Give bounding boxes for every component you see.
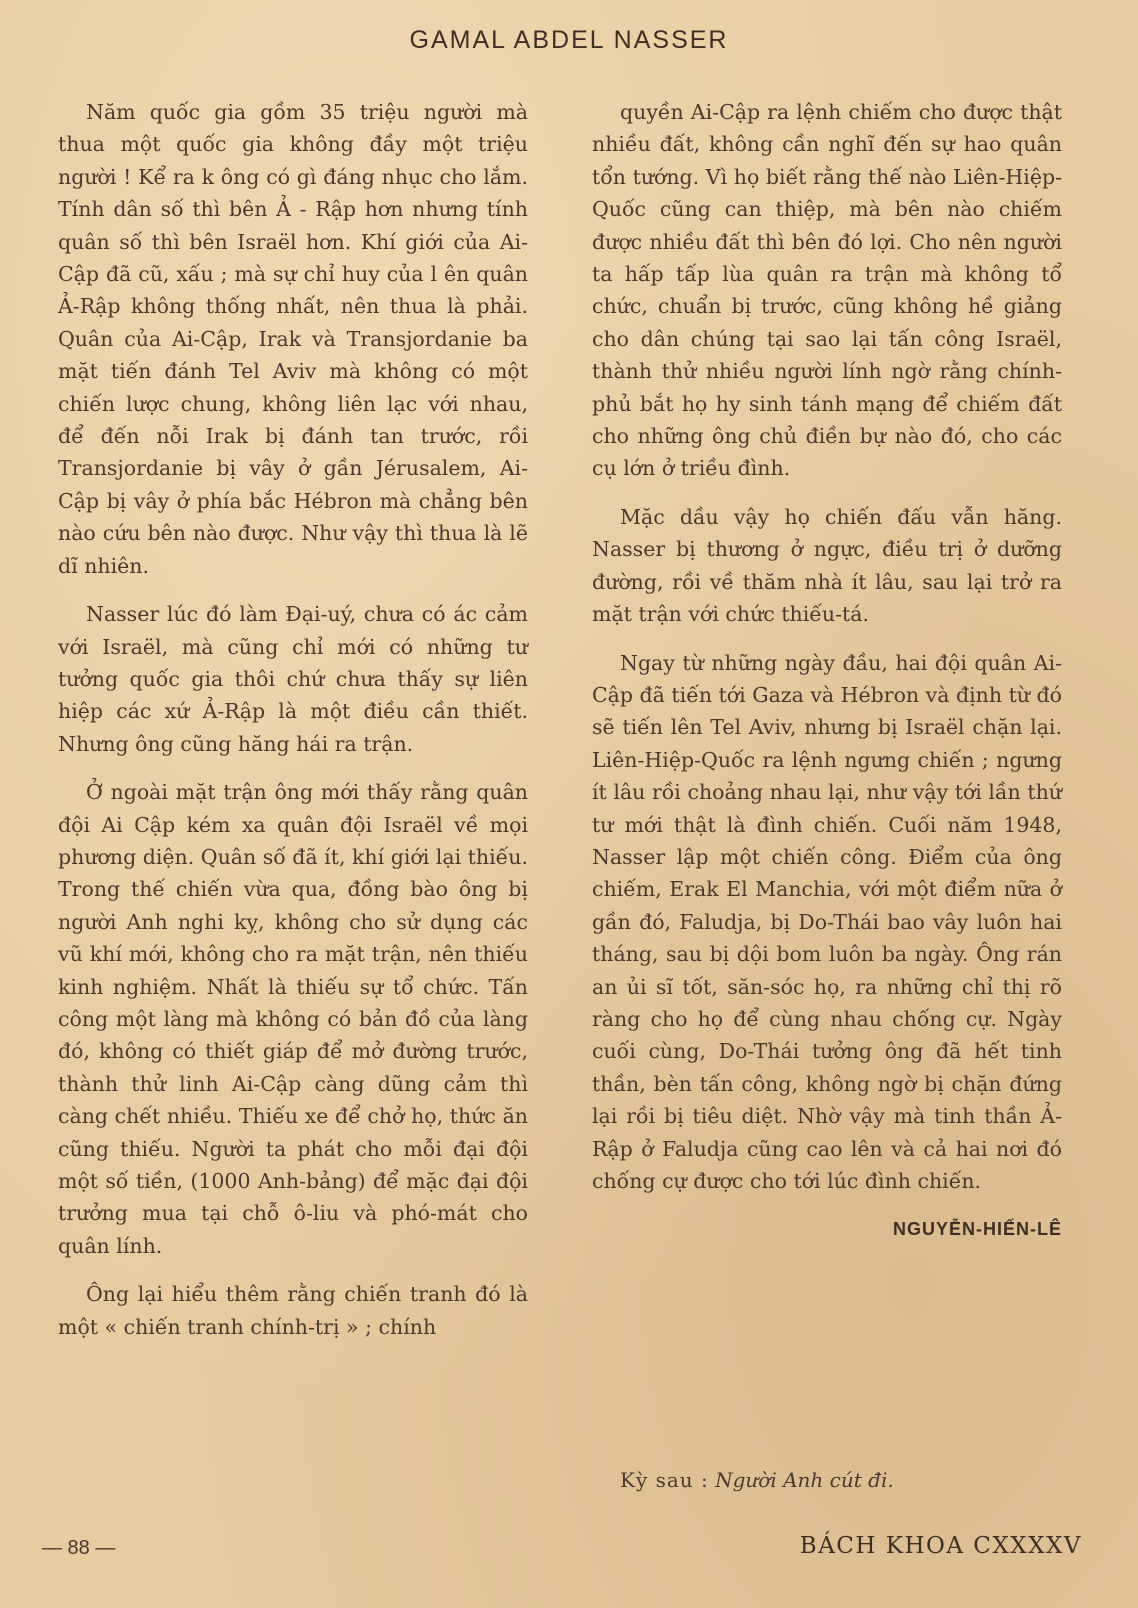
paragraph: Ngay từ những ngày đầu, hai đội quân Ai-Cập đã tiến tới Gaza và Hébron và định từ đó sẽ tiến lên Tel Aviv, nhưng bị Israël chặn lại. Liên-Hiệp-Quốc ra lệnh ngưng chiến ; ngưng ít lâu rồi choảng nhau lại, như vậy tới lần thứ tư mới thật là đình chiến. Cuối năm 1948, Nasser lập một chiến công. Điểm của ông chiếm, Erak El Manchia, với một điểm nữa ở gần đó, Faludja, bị Do-Thái bao vây luôn hai tháng, sau bị dội bom luôn ba ngày. Ông rán an ủi sĩ tốt, săn-sóc họ, ra những chỉ thị rõ ràng cho họ để cùng nhau chống cự. Ngày cuối cùng, Do-Thái tưởng ông đã hết tinh thần, bèn tấn công, không ngờ bị chặn đứng lại rồi bị tiêu diệt. Nhờ vậy mà tinh thần Ả-Rập ở Faludja cũng cao lên và cả hai nơi đó chống cự được cho tới lúc đình chiến. xyxy=(592,650,1062,1193)
next-issue-title: Người Anh cút đi. xyxy=(715,1468,894,1492)
paragraph: Mặc dầu vậy họ chiến đấu vẫn hăng. Nasser bị thương ở ngực, điều trị ở dưỡng đường, rồi về thăm nhà ít lâu, sau lại trở ra mặt trận với chức thiếu-tá. xyxy=(592,504,1062,627)
left-column xyxy=(58,96,528,1359)
right-column xyxy=(592,96,1062,1246)
next-issue-note xyxy=(620,1468,894,1492)
paragraph: Ở ngoài mặt trận ông mới thấy rằng quân đội Ai Cập kém xa quân đội Israël về mọi phương diện. Quân số đã ít, khí giới lại thiếu. Trong thế chiến vừa qua, đồng bào ông bị người Anh nghi kỵ, không cho sử dụng các vũ khí mới, không cho ra mặt trận, nên thiếu kinh nghiệm. Nhất là thiếu sự tổ chức. Tấn công một làng mà không có bản đồ của làng đó, không có thiết giáp để mở đường trước, thành thử linh Ai-Cập càng dũng cảm thì càng chết nhiều. Thiếu xe để chở họ, thức ăn cũng thiếu. Người ta phát cho mỗi đại đội một số tiền, (1000 Anh-bảng) để mặc đại đội trưởng mua tại chỗ ô-liu và phó-mát cho quân lính. xyxy=(58,780,528,1258)
paragraph: Nasser lúc đó làm Đại-uý, chưa có ác cảm với Israël, mà cũng chỉ mới có những tư tưởng quốc gia thôi chứ chưa thấy sự liên hiệp các xứ Ả-Rập là một điều cần thiết. Nhưng ông cũng hăng hái ra trận. xyxy=(58,602,528,756)
paragraph: Ông lại hiểu thêm rằng chiến tranh đó là một « chiến tranh chính-trị » ; chính xyxy=(58,1282,528,1339)
journal-name: BÁCH KHOA CXXXXV xyxy=(799,1533,1082,1559)
running-title: GAMAL ABDEL NASSER xyxy=(409,26,729,54)
page-number: — 88 — xyxy=(42,1537,116,1559)
paragraph: Năm quốc gia gồm 35 triệu người mà thua một quốc gia không đầy một triệu người ! Kể ra k ông có gì đáng nhục cho lắm. Tính dân số thì bên Ả - Rập hơn nhưng tính quân số thì bên Israël hơn. Khí giới của Ai-Cập đã cũ, xấu ; mà sự chỉ huy của l ên quân Ả-Rập không thống nhất, nên thua là phải. Quân của Ai-Cập, Irak và Transjordanie ba mặt tiến đánh Tel Aviv mà không có một chiến lược chung, không liên lạc với nhau, để đến nỗi Irak bị đánh tan trước, rồi Transjordanie bị vây ở gần Jérusalem, Ai-Cập bị vây ở phía bắc Hébron mà chẳng bên nào cứu bên nào được. Như vậy thì thua là lẽ dĩ nhiên. xyxy=(58,100,528,578)
author-signature: NGUYỄN-HIẾN-LÊ xyxy=(892,1219,1062,1240)
paragraph: quyền Ai-Cập ra lệnh chiếm cho được thật nhiều đất, không cần nghĩ đến sự hao quân tổn tướng. Vì họ biết rằng thế nào Liên-Hiệp-Quốc cũng can thiệp, mà bên nào chiếm được nhiều đất thì bên đó lợi. Cho nên người ta hấp tấp lùa quân ra trận mà không tổ chức, chuẩn bị trước, cũng không hề giảng cho dân chúng tại sao lại tấn công Israël, thành thử nhiều người lính ngờ rằng chính-phủ bắt họ hy sinh tánh mạng để chiếm đất cho những ông chủ điền bự nào đó, cho các cụ lớn ở triều đình. xyxy=(592,100,1062,481)
next-issue-label: Kỳ sau : xyxy=(620,1468,709,1492)
